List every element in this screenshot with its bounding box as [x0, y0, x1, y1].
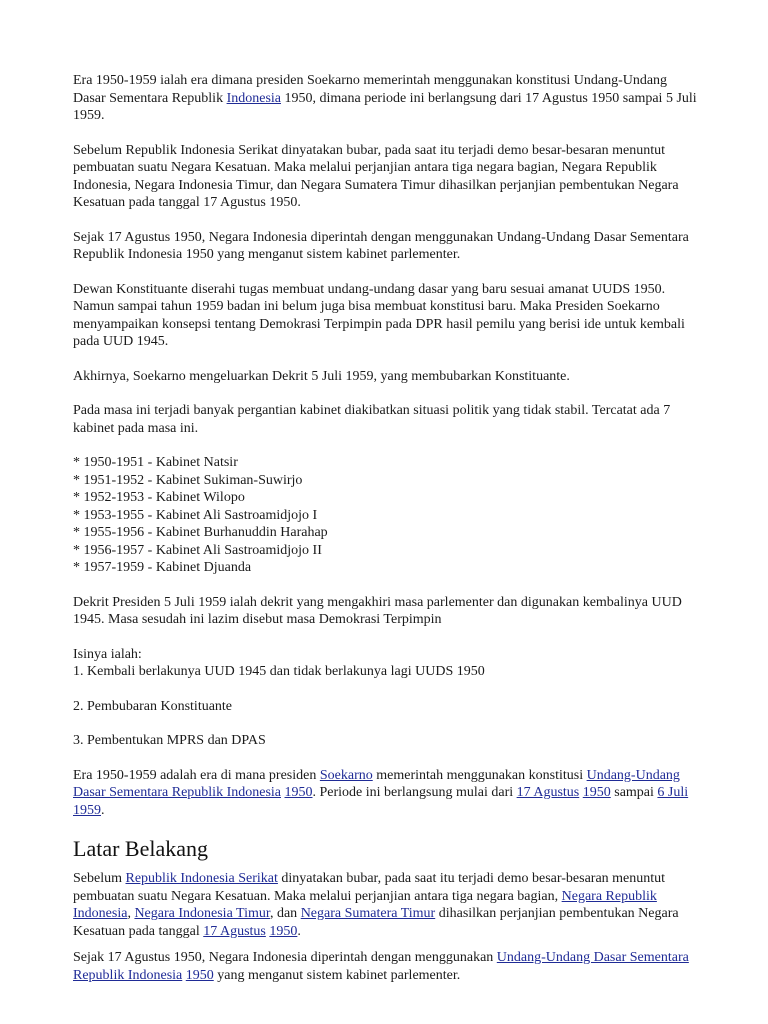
link-uuds-2[interactable]: Undang-Undang Dasar Sementara Republik Indonesia	[73, 950, 689, 983]
text: Era 1950-1959 ialah era dimana presiden Soekarno memerintah menggunakan konstitusi Undang-Undang Dasar Sementara Republik	[73, 73, 668, 106]
text: 1950, dimana periode ini berlangsung dari 17 Agustus 1950 sampai 5 Juli 1959.	[73, 90, 697, 123]
link-soekarno[interactable]: Soekarno	[319, 767, 373, 783]
isi-heading: Isinya ialah:	[73, 646, 142, 662]
paragraph-since: Sejak 17 Agustus 1950, Negara Indonesia diperintah dengan menggunakan Undang-Undang Dasar Sementara Republik Indonesia 1950 yang menganut sistem kabinet parlementer.	[73, 229, 689, 262]
link-ris[interactable]: Republik Indonesia Serikat	[125, 871, 278, 886]
link-uuds[interactable]: Undang-Undang Dasar Sementara Republik Indonesia	[73, 767, 680, 800]
text: Era 1950-1959 adalah era di mana presiden	[73, 767, 320, 783]
paragraph-dekrit: Akhirnya, Soekarno mengeluarkan Dekrit 5 Juli 1959, yang membubarkan Konstituante.	[73, 368, 570, 384]
link-nit[interactable]: Negara Indonesia Timur	[134, 906, 270, 921]
text: , dan	[269, 906, 301, 921]
document-page	[73, 72, 698, 993]
list-item: * 1950-1951 - Kabinet Natsir	[73, 455, 238, 470]
section-latar-belakang	[73, 870, 698, 984]
list-item: * 1957-1959 - Kabinet Djuanda	[73, 560, 252, 575]
isi-item-2: 2. Pembubaran Konstituante	[73, 698, 233, 714]
link-6-juli[interactable]: 6 Juli	[657, 785, 689, 800]
section-heading: Latar Belakang	[73, 836, 208, 861]
paragraph-latar-2	[73, 949, 698, 984]
link-1950-b[interactable]: 1950	[582, 785, 611, 800]
text: memerintah menggunakan konstitusi	[372, 767, 587, 783]
paragraph-era-summary	[73, 767, 698, 820]
link-nst[interactable]: Negara Sumatera Timur	[300, 906, 436, 921]
isi-item-3: 3. Pembentukan MPRS dan DPAS	[73, 733, 266, 748]
text: sampai	[610, 785, 658, 800]
text: dinyatakan bubar, pada saat itu terjadi demo besar-besaran menuntut pembuatan suatu Negara Kesatuan. Maka melalui perjanjian antara tiga negara bagian,	[73, 871, 666, 904]
text: .	[297, 923, 301, 939]
text: Sejak 17 Agustus 1950, Negara Indonesia diperintah dengan menggunakan	[73, 950, 497, 965]
link-1959[interactable]: 1959	[73, 802, 101, 818]
text: dihasilkan perjanjian pembentukan Negara Kesatuan pada tanggal	[73, 906, 679, 939]
list-item: * 1956-1957 - Kabinet Ali Sastroamidjojo II	[73, 542, 322, 558]
list-item: * 1951-1952 - Kabinet Sukiman-Suwirjo	[73, 472, 303, 488]
paragraph-intro	[73, 72, 698, 125]
paragraph-latar-1	[73, 870, 698, 940]
cabinet-list	[73, 454, 698, 577]
link-indonesia[interactable]: Indonesia	[226, 90, 281, 106]
link-1950-c[interactable]: 1950	[269, 923, 298, 939]
list-item: * 1955-1956 - Kabinet Burhanuddin Harahap	[73, 525, 328, 540]
isi-item-1: 1. Kembali berlakunya UUD 1945 dan tidak berlakunya lagi UUDS 1950	[73, 664, 485, 679]
link-17-agustus-2[interactable]: 17 Agustus	[203, 923, 266, 939]
paragraph-konstituante: Dewan Konstituante diserahi tugas membuat undang-undang dasar yang baru sesuai amanat UUDS 1950. Namun sampai tahun 1959 badan ini belum juga bisa membuat konstitusi baru. Maka Presiden Soekarno menyampaikan konsepsi tentang Demokrasi Terpimpin pada DPR hasil pemilu yang berisi ide untuk kembali pada UUD 1945.	[73, 281, 685, 349]
paragraph-dekrit-presiden: Dekrit Presiden 5 Juli 1959 ialah dekrit yang mengakhiri masa parlementer dan digunakan kembalinya UUD 1945. Masa sesudah ini lazim disebut masa Demokrasi Terpimpin	[73, 594, 682, 627]
link-nri[interactable]: Negara Republik Indonesia	[73, 888, 657, 921]
paragraph-cabinet-changes: Pada masa ini terjadi banyak pergantian kabinet diakibatkan situasi politik yang tidak stabil. Tercatat ada 7 kabinet pada masa ini.	[73, 403, 671, 436]
paragraph-background: Sebelum Republik Indonesia Serikat dinyatakan bubar, pada saat itu terjadi demo besar-besaran menuntut pembuatan suatu Negara Kesatuan. Maka melalui perjanjian antara tiga negara bagian, Negara Republik Indonesia, Negara Indonesia Timur, dan Negara Sumatera Timur dihasilkan perjanjian pembentukan Negara Kesatuan pada tanggal 17 Agustus 1950.	[73, 142, 679, 210]
text: . Periode ini berlangsung mulai dari	[312, 785, 517, 800]
text: yang menganut sistem kabinet parlementer.	[213, 967, 461, 983]
text: .	[101, 802, 105, 818]
text: ,	[127, 906, 135, 921]
text: Sebelum	[73, 871, 126, 886]
list-item: * 1953-1955 - Kabinet Ali Sastroamidjojo I	[73, 507, 318, 523]
link-1950[interactable]: 1950	[284, 785, 313, 800]
list-item: * 1952-1953 - Kabinet Wilopo	[73, 490, 245, 505]
link-1950-d[interactable]: 1950	[185, 967, 214, 983]
link-17-agustus[interactable]: 17 Agustus	[516, 785, 580, 800]
